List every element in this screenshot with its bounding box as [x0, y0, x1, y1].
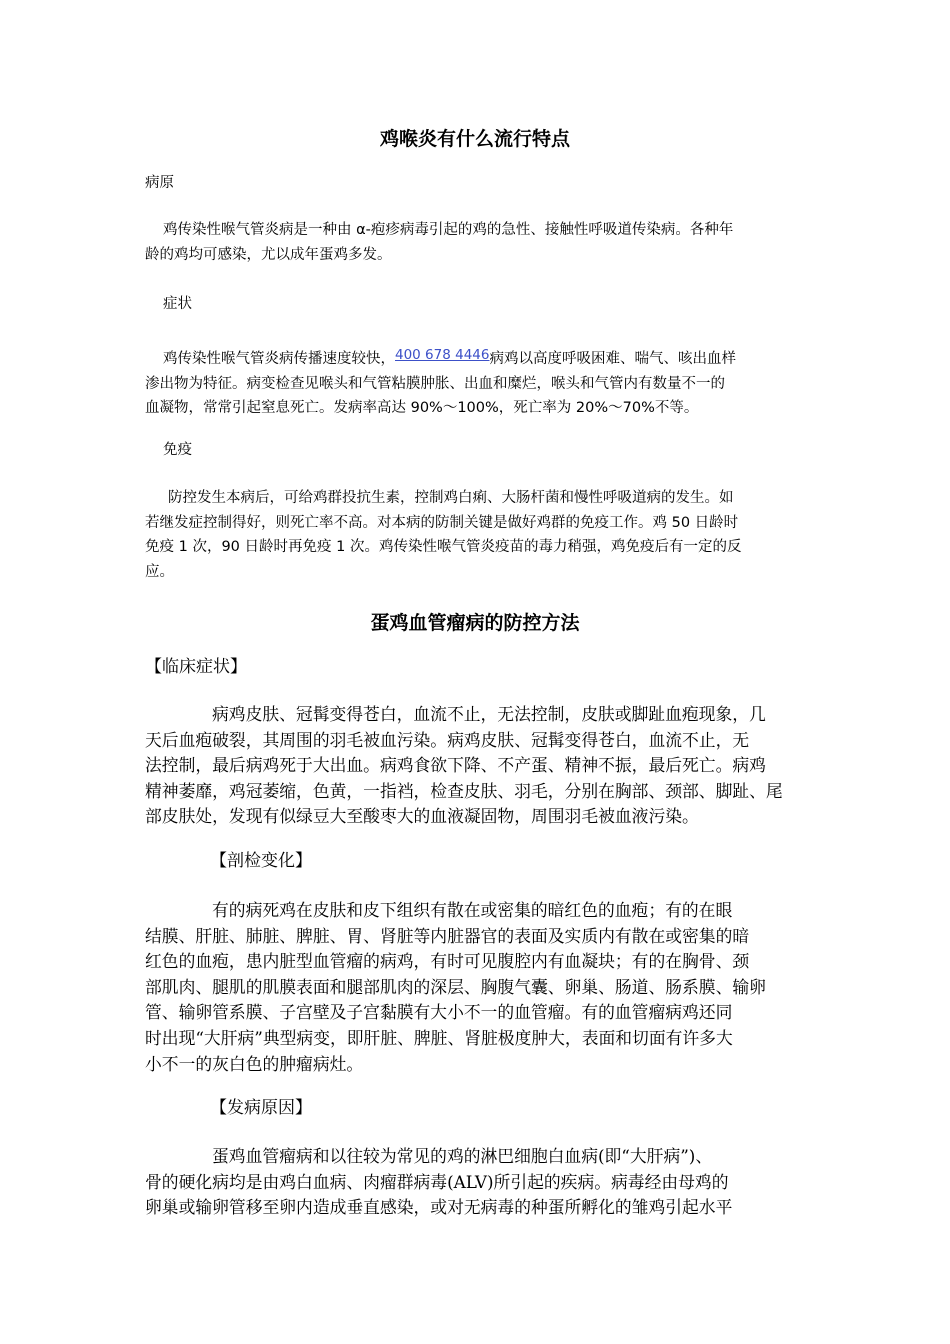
text-line: 鸡传染性喉气管炎病是一种由 α-疱疹病毒引起的鸡的急性、接触性呼吸道传染病。各种年 [163, 222, 734, 238]
text-line: 部肌肉、腿肌的肌膜表面和腿部肌肉的深层、胸腹气囊、卵巢、肠道、肠系膜、输卵 [145, 976, 766, 997]
section-immunity-heading: 免疫 [163, 442, 192, 458]
paragraph-pathogen [145, 218, 807, 267]
section-pathogen-heading: 病原 [145, 175, 174, 191]
text-line: 管、输卵管系膜、子宫壁及子宫黏膜有大小不一的血管瘤。有的血管瘤病鸡还同 [145, 1002, 733, 1023]
title-hemangioma: 蛋鸡血管瘤病的防控方法 [370, 612, 580, 634]
text-line: 结膜、肝脏、肺脏、脾脏、胃、肾脏等内脏器官的表面及实质内有散在或密集的暗 [145, 925, 750, 946]
heading-cause: 【发病原因】 [210, 1098, 312, 1118]
text-line: 血凝物，常常引起窒息死亡。发病率高达 90%～100%，死亡率为 20%～70%不等。 [145, 400, 699, 416]
text-segment: 鸡传染性喉气管炎病传播速度较快， [163, 351, 395, 367]
text-line: 小不一的灰白色的肿瘤病灶。 [145, 1053, 364, 1074]
text-line: 渗出物为特征。病变检查见喉头和气管粘膜肿胀、出血和糜烂，喉头和气管内有数量不一的 [145, 375, 725, 392]
text-line: 应。 [145, 563, 174, 580]
text-line: 法控制，最后病鸡死于大出血。病鸡食欲下降、不产蛋、精神不振，最后死亡。病鸡 [145, 755, 766, 776]
text-line: 骨的硬化病均是由鸡白血病、肉瘤群病毒(ALV)所引起的疾病。病毒经由母鸡的 [145, 1171, 729, 1192]
text-line: 红色的血疱，患内脏型血管瘤的病鸡，有时可见腹腔内有血凝块；有的在胸骨、颈 [145, 951, 750, 972]
heading-autopsy-changes: 【剖检变化】 [210, 851, 312, 871]
paragraph-autopsy-changes [145, 898, 807, 1077]
paragraph-immunity [145, 486, 807, 584]
title-throat-inflammation: 鸡喉炎有什么流行特点 [379, 128, 570, 150]
paragraph-clinical-symptoms [145, 702, 807, 830]
section-symptoms-heading: 症状 [163, 296, 192, 312]
text-line: 天后血疱破裂，其周围的羽毛被血污染。病鸡皮肤、冠髯变得苍白，血流不止，无 [145, 729, 750, 750]
paragraph-cause [145, 1144, 807, 1221]
paragraph-symptoms [145, 343, 807, 421]
phone-link[interactable]: 400 678 4446 [395, 347, 490, 363]
text-line: 防控发生本病后，可给鸡群投抗生素，控制鸡白痢、大肠杆菌和慢性呼吸道病的发生。如 [168, 490, 734, 506]
text-line: 免疫 1 次，90 日龄时再免疫 1 次。鸡传染性喉气管炎疫苗的毒力稍强，鸡免疫后有一定的反 [145, 539, 742, 555]
text-line: 精神萎靡，鸡冠萎缩，色黄，一指裆，检查皮肤、羽毛，分别在胸部、颈部、脚趾、尾 [145, 780, 783, 801]
text-line: 蛋鸡血管瘤病和以往较为常见的鸡的淋巴细胞白血病(即“大肝病”)、 [212, 1146, 713, 1166]
text-line: 有的病死鸡在皮肤和皮下组织有散在或密集的暗红色的血疱；有的在眼 [212, 900, 733, 920]
heading-clinical-symptoms: 【临床症状】 [145, 657, 247, 677]
text-line: 龄的鸡均可感染，尤以成年蛋鸡多发。 [145, 246, 392, 263]
text-line: 部皮肤处，发现有似绿豆大至酸枣大的血液凝固物，周围羽毛被血液污染。 [145, 806, 699, 827]
text-line: 若继发症控制得好，则死亡率不高。对本病的防制关键是做好鸡群的免疫工作。鸡 50 日龄时 [145, 514, 739, 531]
text-line: 病鸡皮肤、冠髯变得苍白，血流不止，无法控制，皮肤或脚趾血疱现象，几 [212, 704, 766, 724]
text-segment: 病鸡以高度呼吸困难、喘气、咳出血样 [489, 351, 736, 367]
text-line: 时出现“大肝病”典型病变，即肝脏、脾脏、肾脏极度肿大，表面和切面有许多大 [145, 1027, 733, 1048]
text-line [145, 343, 807, 372]
text-line: 卵巢或输卵管移至卵内造成垂直感染，或对无病毒的种蛋所孵化的雏鸡引起水平 [145, 1197, 733, 1218]
